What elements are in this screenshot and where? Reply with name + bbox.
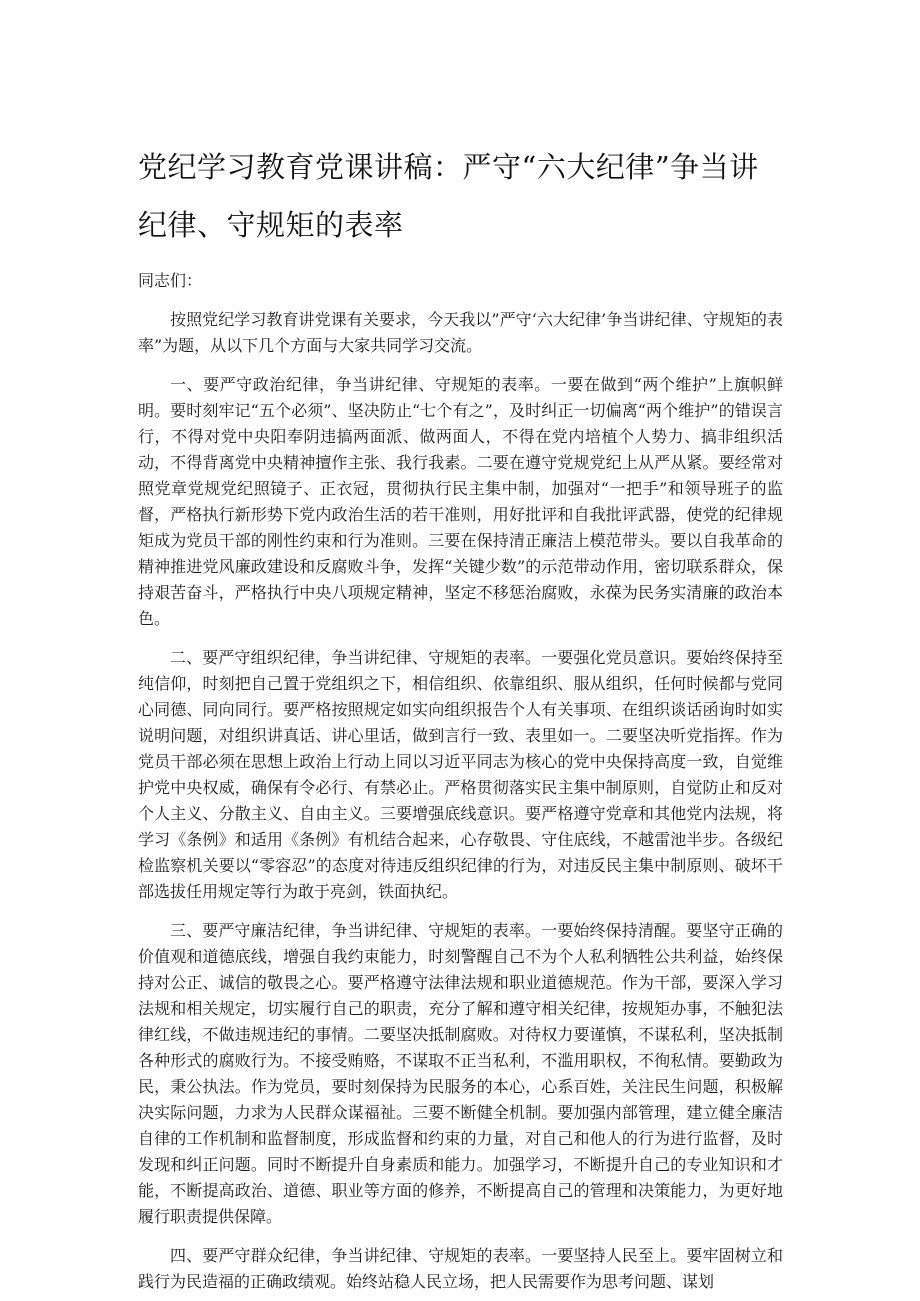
document-title: 党纪学习教育党课讲稿：严守“六大纪律”争当讲纪律、守规矩的表率	[138, 150, 759, 242]
intro-paragraph: 按照党纪学习教育讲党课有关要求，今天我以”严守‘六大纪律’争当讲纪律、守规矩的表率”为题，从以下几个方面与大家共同学习交流。	[138, 310, 783, 355]
salutation: 同志们：	[138, 271, 203, 290]
section-integrity-discipline: 三、要严守廉洁纪律，争当讲纪律、守规矩的表率。一要始终保持清醒。要坚守正确的价值观和道德底线，增强自我约束能力，时刻警醒自己不为个人私利牺牲公共利益，始终保持对公正、诚信的敬畏之心。要严格遵守法律法规和职业道德规范。作为干部，要深入学习法规和相关规定，切实履行自己的职责，充分了解和遵守相关纪律，按规矩办事，不触犯法律红线，不做违规违纪的事情。二要坚决抵制腐败。对待权力要谨慎，不谋私利，坚决抵制各种形式的腐败行为。不接受贿赂，不谋取不正当私利，不滥用职权，不徇私情。要勤政为民，秉公执法。作为党员，要时刻保持为民服务的本心，心系百姓，关注民生问题，积极解决实际问题，力求为人民群众谋福祉。三要不断健全机制。要加强内部管理，建立健全廉洁自律的工作机制和监督制度，形成监督和约束的力量，对自己和他人的行为进行监督，及时发现和纠正问题。同时不断提升自身素质和能力。加强学习，不断提升自己的专业知识和才能，不断提高政治、道德、职业等方面的修养，不断提高自己的管理和决策能力，为更好地履行职责提供保障。	[138, 921, 783, 1226]
section-mass-discipline: 四、要严守群众纪律，争当讲纪律、守规矩的表率。一要坚持人民至上。要牢固树立和践行为民造福的正确政绩观。始终站稳人民立场，把人民需要作为思考问题、谋划	[138, 1246, 783, 1291]
section-political-discipline: 一、要严守政治纪律，争当讲纪律、守规矩的表率。一要在做到“两个维护”上旗帜鲜明。要时刻牢记“五个必须”、坚决防止“七个有之”，及时纠正一切偏离“两个维护”的错误言行，不得对党中央阳奉阴违搞两面派、做两面人，不得在党内培植个人势力、搞非组织活动，不得背离党中央精神擅作主张、我行我素。二要在遵守党规党纪上从严从紧。要经常对照党章党规党纪照镜子、正衣冠，贯彻执行民主集中制，加强对“一把手”和领导班子的监督，严格执行新形势下党内政治生活的若干准则，用好批评和自我批评武器，使党的纪律规矩成为党员干部的刚性约束和行为准则。三要在保持清正廉洁上模范带头。要以自我革命的精神推进党风廉政建设和反腐败斗争，发挥“关键少数”的示范带动作用，密切联系群众，保持艰苦奋斗，严格执行中央八项规定精神，坚定不移惩治腐败，永葆为民务实清廉的政治本色。	[138, 375, 783, 628]
section-organizational-discipline: 二、要严守组织纪律，争当讲纪律、守规矩的表率。一要强化党员意识。要始终保持至纯信仰，时刻把自己置于党组织之下，相信组织、依靠组织、服从组织，任何时候都与党同心同德、同向同行。要严格按照规定如实向组织报告个人有关事项、在组织谈话函询时如实说明问题，对组织讲真话、讲心里话，做到言行一致、表里如一。二要坚决听党指挥。作为党员干部必须在思想上政治上行动上同以习近平同志为核心的党中央保持高度一致，自觉维护党中央权威，确保有令必行、有禁必止。严格贯彻落实民主集中制原则，自觉防止和反对个人主义、分散主义、自由主义。三要增强底线意识。要严格遵守党章和其他党内法规，将学习《条例》和适用《条例》有机结合起来，心存敬畏、守住底线，不越雷池半步。各级纪检监察机关要以“零容忍”的态度对待违反组织纪律的行为，对违反民主集中制原则、破坏干部选拔任用规定等行为敢于亮剑，铁面执纪。	[138, 648, 783, 901]
document-page	[138, 138, 783, 1295]
